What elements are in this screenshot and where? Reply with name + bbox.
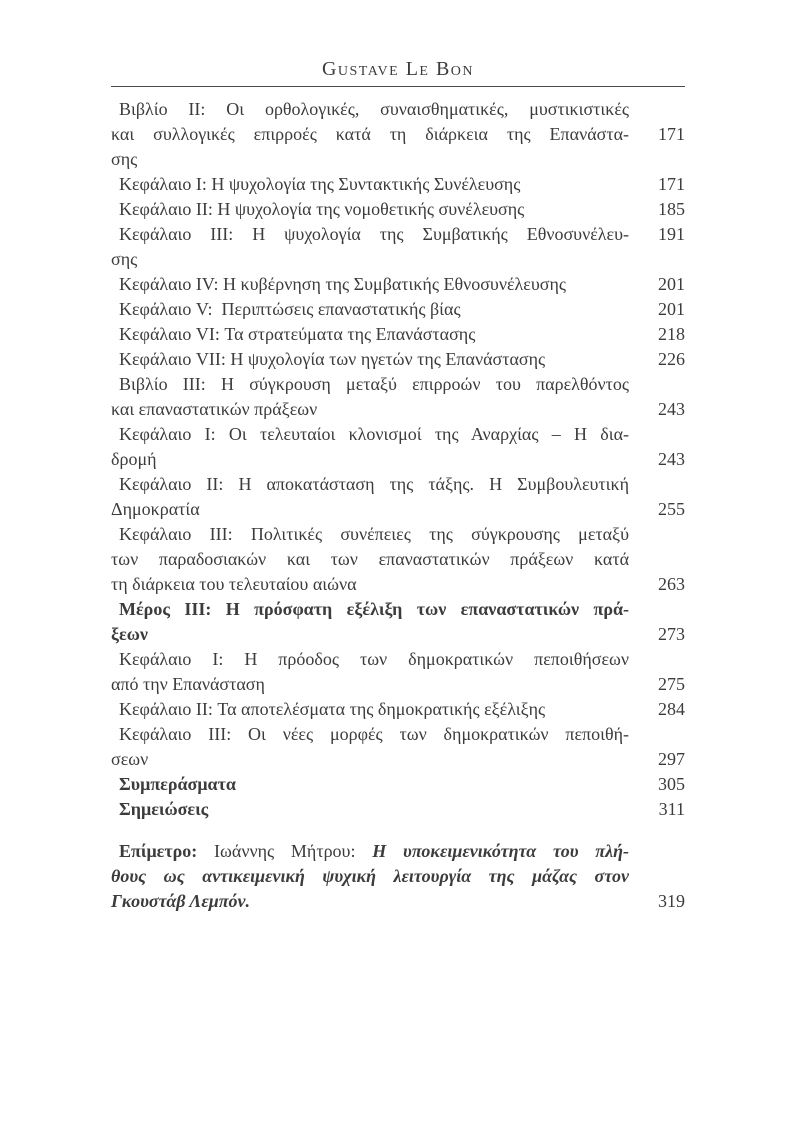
toc-entry [111, 372, 685, 422]
toc-text-segment: σης [111, 249, 138, 269]
toc-line [111, 447, 629, 472]
toc-entry-text [111, 347, 629, 372]
toc-line [111, 347, 629, 372]
toc-entry [111, 697, 685, 722]
toc-entry-text [111, 272, 629, 297]
toc-page-number: 319 [658, 891, 685, 911]
toc-entry [111, 772, 685, 797]
toc-text-segment: Κεφάλαιο I: Η πρόοδος των δημοκρατικών πεποιθήσεων [119, 649, 629, 669]
toc-entry [111, 172, 685, 197]
toc-entry [111, 297, 685, 322]
toc-line [111, 272, 629, 297]
toc-entry-text [111, 772, 629, 797]
toc-line [111, 322, 629, 347]
toc-text-segment: Συμπεράσματα [119, 774, 236, 794]
toc-entry-text [111, 297, 629, 322]
toc-page-number: 218 [658, 324, 685, 344]
toc-entry [111, 597, 685, 647]
toc-line [111, 889, 629, 914]
toc-entry-text [111, 839, 629, 914]
toc-line [111, 572, 629, 597]
toc-page-number: 171 [658, 124, 685, 144]
toc-page-number: 284 [658, 699, 685, 719]
toc-line [111, 172, 629, 197]
toc-text-segment: Κεφάλαιο III: Πολιτικές συνέπειες της σύγκρουσης μεταξύ [119, 524, 629, 544]
toc-line [111, 147, 629, 172]
toc-page-number: 201 [658, 299, 685, 319]
toc-text-segment: Μέρος III: Η πρόσφατη εξέλιξη των επαναστατικών πρά- [119, 599, 629, 619]
toc-entry [111, 272, 685, 297]
toc-text-segment: Κεφάλαιο III: Οι νέες μορφές των δημοκρατικών πεποιθή- [119, 724, 629, 744]
toc-line [111, 597, 629, 622]
toc-line [111, 722, 629, 747]
toc-entry-text [111, 722, 629, 772]
toc-entry-text [111, 472, 629, 522]
toc-text-segment: Κεφάλαιο VII: Η ψυχολογία των ηγετών της Επανάστασης [119, 349, 546, 369]
toc-entry-text [111, 597, 629, 647]
running-header [111, 58, 685, 87]
toc-entry [111, 839, 685, 914]
toc-page-number: 263 [658, 574, 685, 594]
toc-page-number: 185 [658, 199, 685, 219]
toc-page-number: 305 [658, 774, 685, 794]
toc-entry [111, 422, 685, 472]
toc-line [111, 747, 629, 772]
toc-entry-text [111, 647, 629, 697]
toc-text-segment: Ιωάννης Μήτρου: [197, 841, 373, 861]
toc-line [111, 247, 629, 272]
toc-line [111, 297, 629, 322]
toc-text-segment: Βιβλίο II: Οι ορθολογικές, συναισθηματικές, μυστικιστικές [119, 99, 629, 119]
toc-entry-text [111, 797, 629, 822]
toc-line [111, 197, 629, 222]
toc-entry-text [111, 697, 629, 722]
toc-line [111, 622, 629, 647]
toc-text-segment: Επίμετρο: [119, 841, 198, 861]
toc-text-segment: Κεφάλαιο VI: Τα στρατεύματα της Επανάστασης [119, 324, 476, 344]
toc-line [111, 772, 629, 797]
toc-text-segment: Σημειώσεις [119, 799, 209, 819]
toc-text-segment: από την Επανάσταση [111, 674, 265, 694]
toc-text-segment: και συλλογικές επιρροές κατά τη διάρκεια της Επανάστα- [111, 124, 629, 144]
toc-line [111, 797, 629, 822]
toc-entry [111, 472, 685, 522]
toc-text-segment: Κεφάλαιο V: Περιπτώσεις επαναστατικής βίας [119, 299, 461, 319]
toc-page-number: 273 [658, 624, 685, 644]
running-header-title: Gustave Le Bon [321, 58, 475, 80]
toc-line [111, 697, 629, 722]
toc-page-number: 243 [658, 449, 685, 469]
toc-line [111, 372, 629, 397]
toc-text-segment: δρομή [111, 449, 157, 469]
toc-text-segment: τη διάρκεια του τελευταίου αιώνα [111, 574, 357, 594]
toc-page-number: 171 [658, 174, 685, 194]
toc-page-number: 255 [658, 499, 685, 519]
toc-line [111, 647, 629, 672]
toc-line [111, 422, 629, 447]
toc-entry-text [111, 422, 629, 472]
toc-entry [111, 797, 685, 822]
toc-text-segment: Κεφάλαιο II: Η αποκατάσταση της τάξης. Η Συμβουλευτική [119, 474, 629, 494]
toc-text-segment: Κεφάλαιο I: Οι τελευταίοι κλονισμοί της Αναρχίας – Η δια- [119, 424, 629, 444]
toc-page-number: 191 [658, 224, 685, 244]
toc-entry [111, 347, 685, 372]
toc-entry-text [111, 372, 629, 422]
table-of-contents [111, 97, 685, 914]
page-content [111, 58, 685, 914]
toc-text-segment: των παραδοσιακών και των επαναστατικών πράξεων κατά [111, 549, 629, 569]
toc-entry-text [111, 172, 629, 197]
toc-entry-text [111, 222, 629, 272]
toc-line [111, 397, 629, 422]
toc-entry [111, 722, 685, 772]
toc-text-segment: Βιβλίο III: Η σύγκρουση μεταξύ επιρροών του παρελθόντος [119, 374, 629, 394]
toc-line [111, 672, 629, 697]
toc-line [111, 522, 629, 547]
toc-line [111, 839, 629, 864]
toc-page-number: 201 [658, 274, 685, 294]
toc-entry [111, 522, 685, 597]
toc-page-number: 275 [658, 674, 685, 694]
toc-entry-text [111, 197, 629, 222]
toc-line [111, 547, 629, 572]
toc-text-segment: και επαναστατικών πράξεων [111, 399, 318, 419]
toc-line [111, 122, 629, 147]
toc-line [111, 864, 629, 889]
toc-entry [111, 322, 685, 347]
toc-entry [111, 197, 685, 222]
toc-page-number: 243 [658, 399, 685, 419]
toc-line [111, 497, 629, 522]
toc-entry-text [111, 522, 629, 597]
toc-text-segment: σης [111, 149, 138, 169]
toc-page-number: 311 [658, 799, 685, 819]
toc-page-number: 226 [658, 349, 685, 369]
toc-text-segment: θους ως αντικειμενική ψυχική λειτουργία της μάζας στον [111, 866, 629, 886]
toc-text-segment: Κεφάλαιο I: Η ψυχολογία της Συντακτικής Συνέλευσης [119, 174, 521, 194]
toc-text-segment: σεων [111, 749, 149, 769]
toc-line [111, 97, 629, 122]
toc-text-segment: Κεφάλαιο III: Η ψυχολογία της Συμβατικής Εθνοσυνέλευ- [119, 224, 629, 244]
toc-text-segment: ξεων [111, 624, 148, 644]
toc-text-segment: Δημοκρατία [111, 499, 200, 519]
toc-entry-text [111, 322, 629, 347]
toc-entry [111, 97, 685, 172]
toc-text-segment: Κεφάλαιο II: Τα αποτελέσματα της δημοκρατικής εξέλιξης [119, 699, 546, 719]
toc-entry [111, 222, 685, 272]
toc-text-segment: Κεφάλαιο II: Η ψυχολογία της νομοθετικής συνέλευσης [119, 199, 525, 219]
toc-text-segment: Η υποκειμενικότητα του πλή- [372, 841, 629, 861]
toc-entry-text [111, 97, 629, 172]
toc-text-segment: Κεφάλαιο IV: Η κυβέρνηση της Συμβατικής Εθνοσυνέλευσης [119, 274, 566, 294]
toc-page-number: 297 [658, 749, 685, 769]
toc-line [111, 472, 629, 497]
toc-entry [111, 647, 685, 697]
toc-line [111, 222, 629, 247]
toc-text-segment: Γκουστάβ Λεμπόν. [111, 891, 251, 911]
